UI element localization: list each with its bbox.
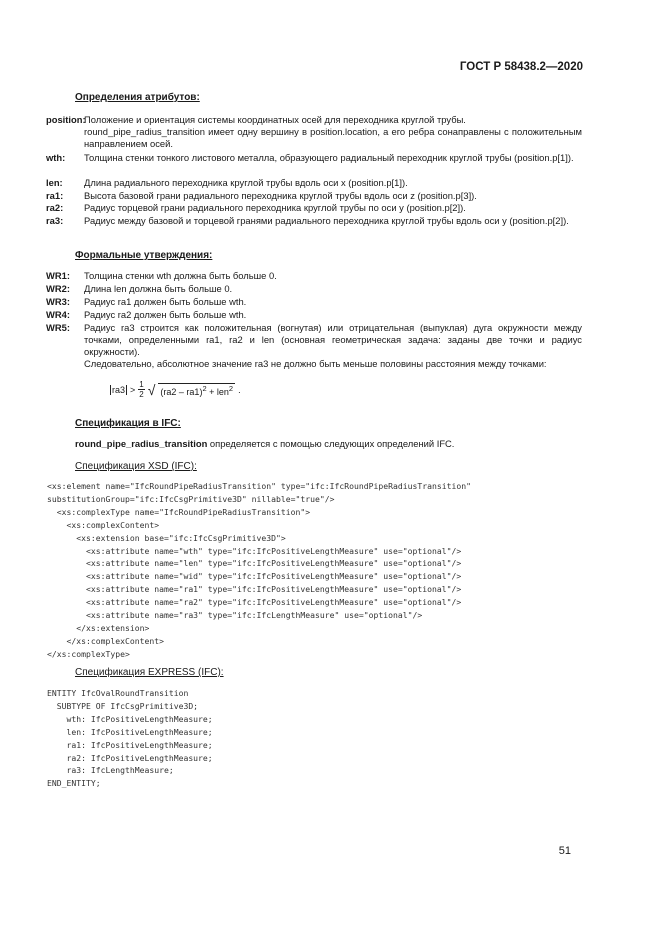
rule-wr4	[46, 309, 582, 321]
rule-wr2	[46, 283, 582, 295]
formula-term-b: + len	[209, 386, 229, 397]
attr-desc: Длина радиального переходника круглой трубы вдоль оси x (position.p[1]).	[84, 177, 408, 188]
formula-op: >	[130, 384, 136, 395]
ifc-heading: Спецификация в IFC:	[75, 418, 181, 429]
attr-desc: Толщина стенки тонкого листового металла, образующего радиальный переходник круглой трубы (position.p[1]).	[84, 152, 574, 163]
xsd-heading: Спецификация XSD (IFC):	[75, 461, 197, 472]
formula-exp: 2	[202, 383, 207, 393]
attr-desc: Высота базовой грани радиального переходника круглой трубы вдоль оси z (position.p[3]).	[84, 190, 477, 201]
formula-exp2: 2	[228, 383, 234, 393]
attr-term: ra3:	[46, 215, 64, 226]
rule-wr3	[46, 296, 582, 308]
formula-term-a: (ra2 – ra1)	[160, 386, 203, 397]
radical-sign: √	[147, 381, 156, 398]
attributes-heading: Определения атрибутов:	[75, 92, 200, 103]
rule-term: WR3:	[46, 296, 70, 307]
rule-desc: Радиус ra1 должен быть больше wth.	[84, 296, 247, 307]
document-header: ГОСТ Р 58438.2—2020	[459, 61, 583, 73]
ifc-intro-text: определяется с помощью следующих определений IFC.	[209, 438, 455, 449]
attr-term: ra1:	[46, 190, 64, 201]
formula-denominator: 2	[139, 390, 144, 399]
rule-wr5	[46, 322, 582, 370]
ifc-intro-term: round_pipe_radius_transition	[75, 438, 208, 449]
attr-term: len:	[46, 177, 63, 188]
attr-desc: Радиус между базовой и торцевой гранями радиального переходника круглой трубы вдоль оси y (position.p[2]).	[84, 215, 569, 226]
ifc-intro	[75, 438, 585, 449]
rule-wr1	[46, 270, 582, 282]
formula-fraction	[138, 380, 144, 399]
rule-desc: Радиус ra3 строится как положительная (вогнутая) или отрицательная (выпуклая) дуга окружности между точками, определенными ra1, ra2 и len (основная геометрическая задача: заданы две точки и радиус окружности).	[84, 322, 582, 357]
rule-term: WR2:	[46, 283, 70, 294]
attr-ra1	[46, 190, 582, 202]
attr-len	[46, 177, 582, 189]
rule-term: WR4:	[46, 309, 70, 320]
rules-heading: Формальные утверждения:	[75, 250, 213, 261]
rule-desc: Следовательно, абсолютное значение ra3 не должно быть меньше половины расстояния между точками:	[84, 358, 547, 369]
attr-term: wth:	[46, 152, 66, 163]
formula	[110, 380, 241, 399]
rule-desc: Толщина стенки wth должна быть больше 0.	[84, 270, 277, 281]
rule-desc: Длина len должна быть больше 0.	[84, 283, 233, 294]
xsd-code: <xs:element name="IfcRoundPipeRadiusTransition" type="ifc:IfcRoundPipeRadiusTransition" substitutionGroup="ifc:IfcCsgPrimitive3D" nillable="true"/> <xs:complexType name="IfcRoundPipeRadiusTransition"> <xs:complexContent> <xs:extension base="ifc:IfcCsgPrimitive3D"> <xs:attribute name="wth" type="ifc:IfcPositiveLengthMeasure" use="optional"/> <xs:attribute name="len" type="ifc:IfcPositiveLengthMeasure" use="optional"/> <xs:attribute name="wid" type="ifc:IfcPositiveLengthMeasure" use="optional"/> <xs:attribute name="ra1" type="ifc:IfcPositiveLengthMeasure" use="optional"/> <xs:attribute name="ra2" type="ifc:IfcPositiveLengthMeasure" use="optional"/> <xs:attribute name="ra3" type="ifc:IfcLengthMeasure" use="optional"/> </xs:extension> </xs:complexContent> </xs:complexType>	[47, 481, 471, 659]
rule-term: WR5:	[46, 322, 70, 333]
formula-lhs: ra3	[112, 384, 126, 395]
formula-end: .	[238, 384, 241, 395]
formula-numerator: 1	[139, 380, 144, 389]
attr-ra3	[46, 215, 582, 227]
page-number: 51	[558, 845, 571, 857]
rule-term: WR1:	[46, 270, 70, 281]
attr-ra2	[46, 202, 582, 214]
express-code: ENTITY IfcOvalRoundTransition SUBTYPE OF IfcCsgPrimitive3D; wth: IfcPositiveLengthMeasure; len: IfcPositiveLengthMeasure; ra1: IfcPositiveLengthMeasure; ra2: IfcPositiveLengthMeasure; ra3: IfcLengthMeasure; END_ENTITY;	[47, 688, 213, 789]
express-heading: Спецификация EXPRESS (IFC):	[75, 667, 224, 678]
attr-term: ra2:	[46, 202, 64, 213]
attr-term: position:	[46, 114, 86, 125]
attr-wth	[46, 152, 582, 164]
attr-desc: round_pipe_radius_transition имеет одну вершину в position.location, а его ребра сонаправлены с положительным направлением осей.	[84, 126, 582, 149]
attr-desc: Радиус торцевой грани радиального переходника круглой трубы по оси y (position.p[2]).	[84, 202, 466, 213]
attr-position	[46, 114, 582, 150]
formula-radicand	[158, 383, 235, 397]
attr-desc: Положение и ориентация системы координатных осей для переходника круглой трубы.	[84, 114, 466, 125]
rule-desc: Радиус ra2 должен быть больше wth.	[84, 309, 247, 320]
